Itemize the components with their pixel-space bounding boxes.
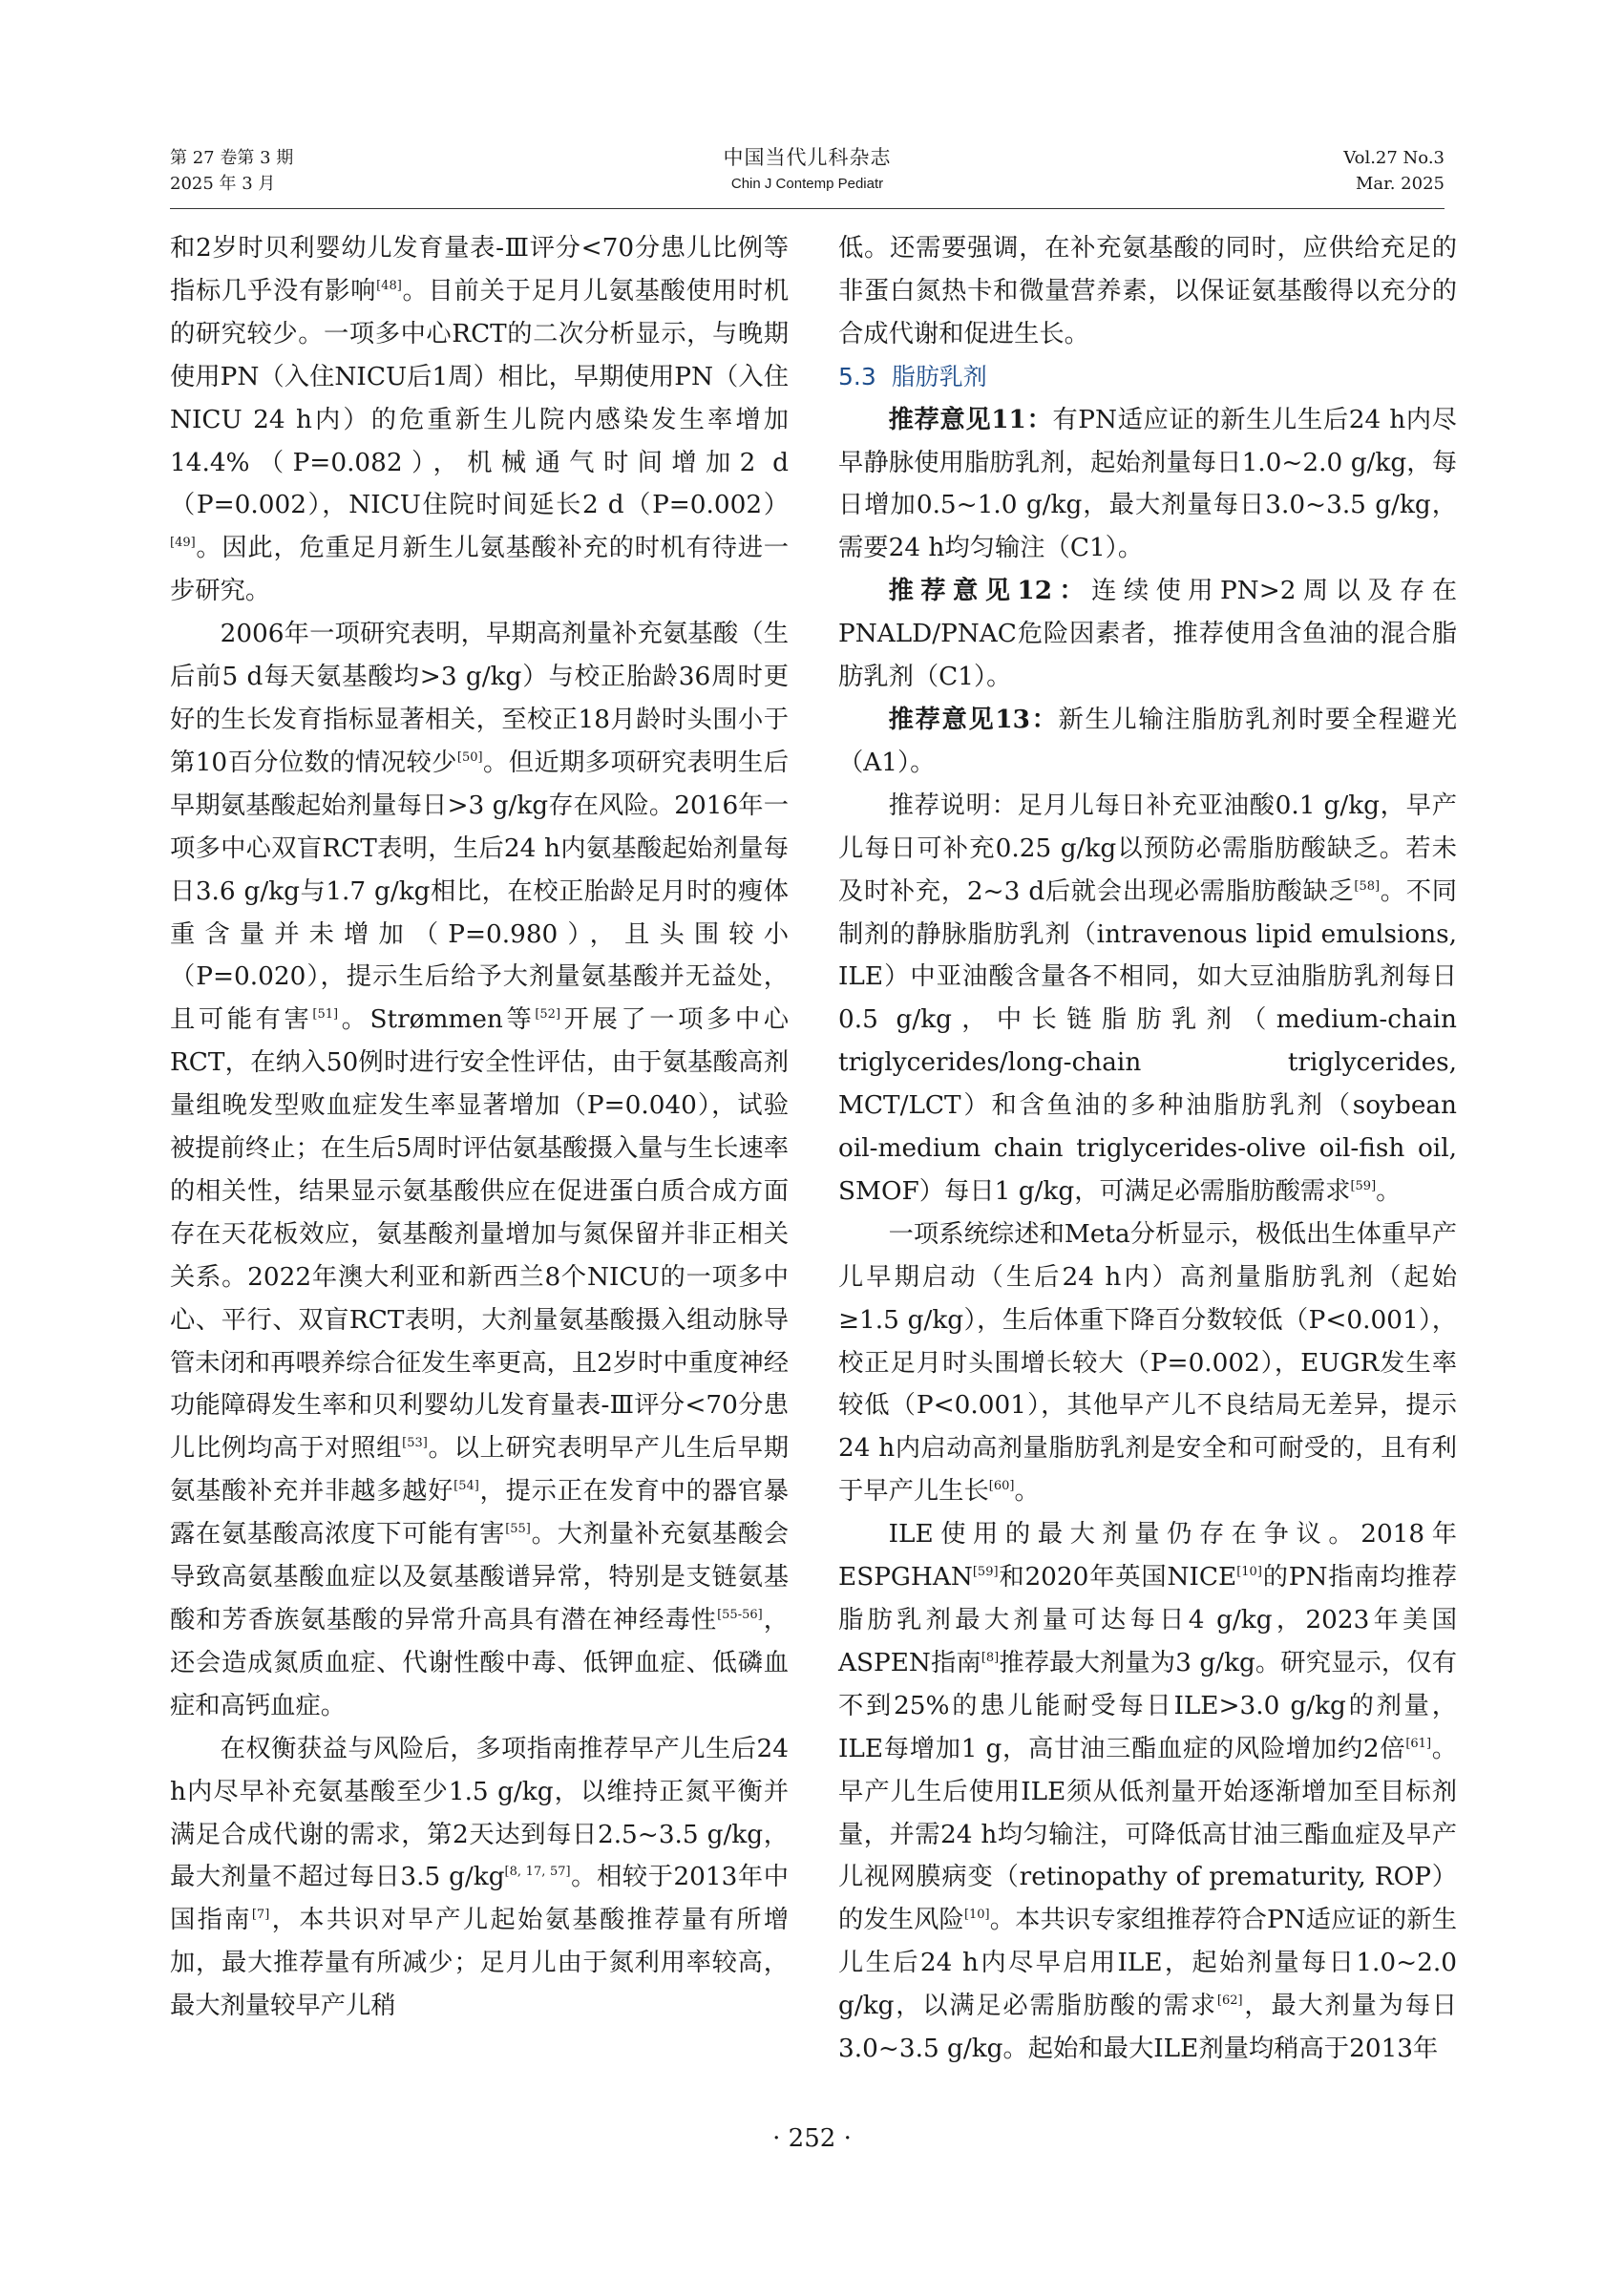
text-run: 。早产儿生后使用ILE须从低剂量开始逐渐增加至目标剂量，并需24 h均匀输注，可降低高甘油三酯血症及早产儿视网膜病变（retinopathy of prematurity, ROP）的发生风险: [838, 1734, 1458, 1935]
header-journal-title: [170, 145, 1445, 197]
recommendation-label: 推荐意见12：: [888, 576, 1092, 606]
text-run: 。因此，危重足月新生儿氨基酸补充的时机有待进一步研究。: [170, 534, 789, 606]
left-column: [170, 227, 789, 2028]
text-run: 一项系统综述和Meta分析显示，极低出生体重早产儿早期启动（生后24 h内）高剂量脂肪乳剂（起始≥1.5 g/kg），生后体重下降百分数较低（P<0.001），校正足月时头围增长较大（P=0.002），EUGR发生率较低（P<0.001），其他早产儿不良结局无差异，提示24 h内启动高剂量脂肪乳剂是安全和可耐受的，且有利于早产儿生长: [838, 1219, 1457, 1507]
paragraph: [838, 1513, 1457, 2071]
citation: [55-56]: [717, 1608, 763, 1622]
text-run: 开展了一项多中心RCT，在纳入50例时进行安全性评估，由于氨基酸高剂量组晚发型败血症发生率显著增加（P=0.040），试验被提前终止；在生后5周时评估氨基酸摄入量与生长速率的相关性，结果显示氨基酸供应在促进蛋白质合成方面存在天花板效应，氨基酸剂量增加与氮保留并非正相关关系。2022年澳大利亚和新西兰8个NICU的一项多中心、平行、双盲RCT表明，大剂量氨基酸摄入组动脉导管未闭和再喂养综合征发生率更高，且2岁时中重度神经功能障碍发生率和贝利婴幼儿发育量表-Ⅲ评分<70分患儿比例均高于对照组: [170, 1005, 790, 1464]
text-run: 。相较于2013年中国指南: [170, 1863, 789, 1935]
citation: [49]: [170, 536, 196, 551]
citation: [52]: [535, 1007, 561, 1023]
recommendation-text: 连续使用PN>2周以及存在PNALD/PNAC危险因素者，推荐使用含鱼油的混合脂肪乳剂（C1）。: [838, 577, 1457, 692]
citation: [60]: [988, 1479, 1015, 1494]
citation: [7]: [251, 1908, 270, 1923]
text-run: 和2岁时贝利婴幼儿发育量表-Ⅲ评分<70分患儿比例等指标几乎没有影响: [170, 234, 789, 306]
right-column: [838, 227, 1457, 2071]
citation: [59]: [972, 1565, 999, 1580]
paragraph: [170, 1728, 789, 2028]
recommendation: [838, 570, 1457, 699]
text-run: 。以上研究表明早产儿生后早期氨基酸补充并非越多越好: [170, 1434, 790, 1507]
citation: [55]: [505, 1522, 531, 1537]
text-run: 。: [1014, 1477, 1040, 1507]
paragraph: 低。还需要强调，在补充氨基酸的同时，应供给充足的非蛋白氮热卡和微量营养素，以保证氨基酸得以充分的合成代谢和促进生长。: [838, 234, 1457, 348]
text-run: ，最大剂量为每日3.0~3.5 g/kg。起始和最大ILE剂量均稍高于2013年: [838, 1992, 1457, 2064]
text-run: 。本共识专家组推荐符合PN适应证的新生儿生后24 h内尽早启用ILE，起始剂量每日1.0~2.0 g/kg，以满足必需脂肪酸的需求: [838, 1906, 1457, 2021]
citation: [59]: [1350, 1178, 1377, 1193]
text-run: 推荐说明：足月儿每日补充亚油酸0.1 g/kg，早产儿每日可补充0.25 g/kg以预防必需脂肪酸缺乏。若未及时补充，2~3 d后就会出现必需脂肪酸缺乏: [838, 791, 1457, 906]
text-run: 在权衡获益与风险后，多项指南推荐早产儿生后24 h内尽早补充氨基酸至少1.5 g/kg，以维持正氮平衡并满足合成代谢的需求，第2天达到每日2.5~3.5 g/kg，最大剂量不超过每日3.5 g/kg: [170, 1734, 789, 1892]
text-run: 推荐最大剂量为3 g/kg。研究显示，仅有不到25%的患儿能耐受每日ILE>3.0 g/kg的剂量，ILE每增加1 g，高甘油三酯血症的风险增加约2倍: [838, 1648, 1457, 1763]
recommendation: [838, 699, 1457, 785]
citation: [50]: [456, 749, 483, 765]
citation: [62]: [1216, 1993, 1243, 2009]
text-run: 。: [1376, 1176, 1402, 1206]
header-volume-en: Vol.27 No.3: [1343, 148, 1445, 168]
recommendation-text: 新生儿输注脂肪乳剂时要全程避光（A1）。: [838, 705, 1457, 777]
text-run: 。大剂量补充氨基酸会导致高氨基酸血症以及氨基酸谱异常，特别是支链氨基酸和芳香族氨基酸的异常升高具有潜在神经毒性: [170, 1520, 790, 1635]
text-run: ，还会造成氮质血症、代谢性酸中毒、低钾血症、低磷血症和高钙血症。: [170, 1606, 790, 1720]
header-date: 2025 年 3 月: [170, 174, 276, 194]
journal-title-cn: 中国当代儿科杂志: [723, 146, 892, 169]
paragraph: [838, 1213, 1457, 1513]
text-run: ，提示正在发育中的器官暴露在氨基酸高浓度下可能有害: [170, 1477, 790, 1550]
citation: [8, 17, 57]: [504, 1865, 571, 1880]
text-run: 。但近期多项研究表明生后早期氨基酸起始剂量每日>3 g/kg存在风险。2016年一项多中心双盲RCT表明，生后24 h内氨基酸起始剂量每日3.6 g/kg与1.7 g/kg相比，在校正胎龄足月时的瘦体重含量并未增加（P=0.980），且头围较小（P=0.020），提示生后给予大剂量氨基酸并无益处，且可能有害: [170, 748, 789, 1035]
header-rule: [170, 208, 1445, 209]
citation: [48]: [376, 278, 402, 293]
recommendation-label: 推荐意见13：: [888, 704, 1059, 734]
citation: [54]: [453, 1479, 479, 1494]
citation: [58]: [1354, 878, 1381, 894]
paragraph: [170, 613, 789, 1728]
text-run: 。Strømmen等: [338, 1005, 536, 1035]
text-run: 。不同制剂的静脉脂肪乳剂（intravenous lipid emulsions, ILE）中亚油酸含量各不相同，如大豆油脂肪乳剂每日0.5 g/kg，中长链脂肪乳剂（medium-chain triglycerides/long-chain triglycerides, MCT/LCT）和含鱼油的多种油脂肪乳剂（soybean oil-medium chain triglycerides-olive oil-fish oil, SMOF）每日1 g/kg，可满足必需脂肪酸需求: [838, 876, 1457, 1206]
section-heading: [838, 356, 1457, 399]
citation: [51]: [312, 1007, 339, 1023]
text-run: 2006年一项研究表明，早期高剂量补充氨基酸（生后前5 d每天氨基酸均>3 g/kg）与校正胎龄36周时更好的生长发育指标显著相关，至校正18月龄时头围小于第10百分位数的情况较少: [170, 620, 789, 777]
page-number: · 252 ·: [772, 2124, 852, 2153]
citation: [61]: [1405, 1736, 1432, 1751]
section-title: 脂肪乳剂: [891, 362, 987, 390]
citation: [53]: [402, 1436, 428, 1451]
header-volume: 第 27 卷第 3 期: [170, 148, 294, 168]
paragraph: [838, 785, 1457, 1213]
running-header: [170, 145, 1445, 206]
text-run: 和2020年英国NICE: [998, 1563, 1237, 1592]
section-number: 5.3: [838, 362, 876, 390]
text-run: ，本共识对早产儿起始氨基酸推荐量有所增加，最大推荐量有所减少；足月儿由于氮利用率较高，最大剂量较早产儿稍: [170, 1906, 790, 2021]
text-run: 。目前关于足月儿氨基酸使用时机的研究较少。一项多中心RCT的二次分析显示，与晚期使用PN（入住NICU后1周）相比，早期使用PN（入住NICU 24 h内）的危重新生儿院内感染发生率增加14.4%（P=0.082），机械通气时间增加2 d（P=0.002），NICU住院时间延长2 d（P=0.002）: [170, 276, 790, 520]
citation: [8]: [981, 1650, 1000, 1665]
header-volume-issue-en: [1343, 145, 1445, 197]
paragraph: [170, 227, 789, 613]
citation: [10]: [963, 1908, 990, 1923]
text-run: ILE使用的最大剂量仍存在争议。2018年ESPGHAN: [838, 1520, 1457, 1592]
citation: [10]: [1236, 1565, 1262, 1580]
recommendation-text: 有PN适应证的新生儿生后24 h内尽早静脉使用脂肪乳剂，起始剂量每日1.0~2.0 g/kg，每日增加0.5~1.0 g/kg，最大剂量每日3.0~3.5 g/kg，需要24 h均匀输注（C1）。: [838, 405, 1457, 563]
recommendation-label: 推荐意见11：: [888, 404, 1053, 434]
journal-title-en: Chin J Contemp Pediatr: [730, 176, 884, 192]
text-run: 的PN指南均推荐脂肪乳剂最大剂量可达每日4 g/kg，2023年美国ASPEN指南: [838, 1563, 1457, 1677]
recommendation: [838, 399, 1457, 571]
header-date-en: Mar. 2025: [1355, 174, 1445, 194]
